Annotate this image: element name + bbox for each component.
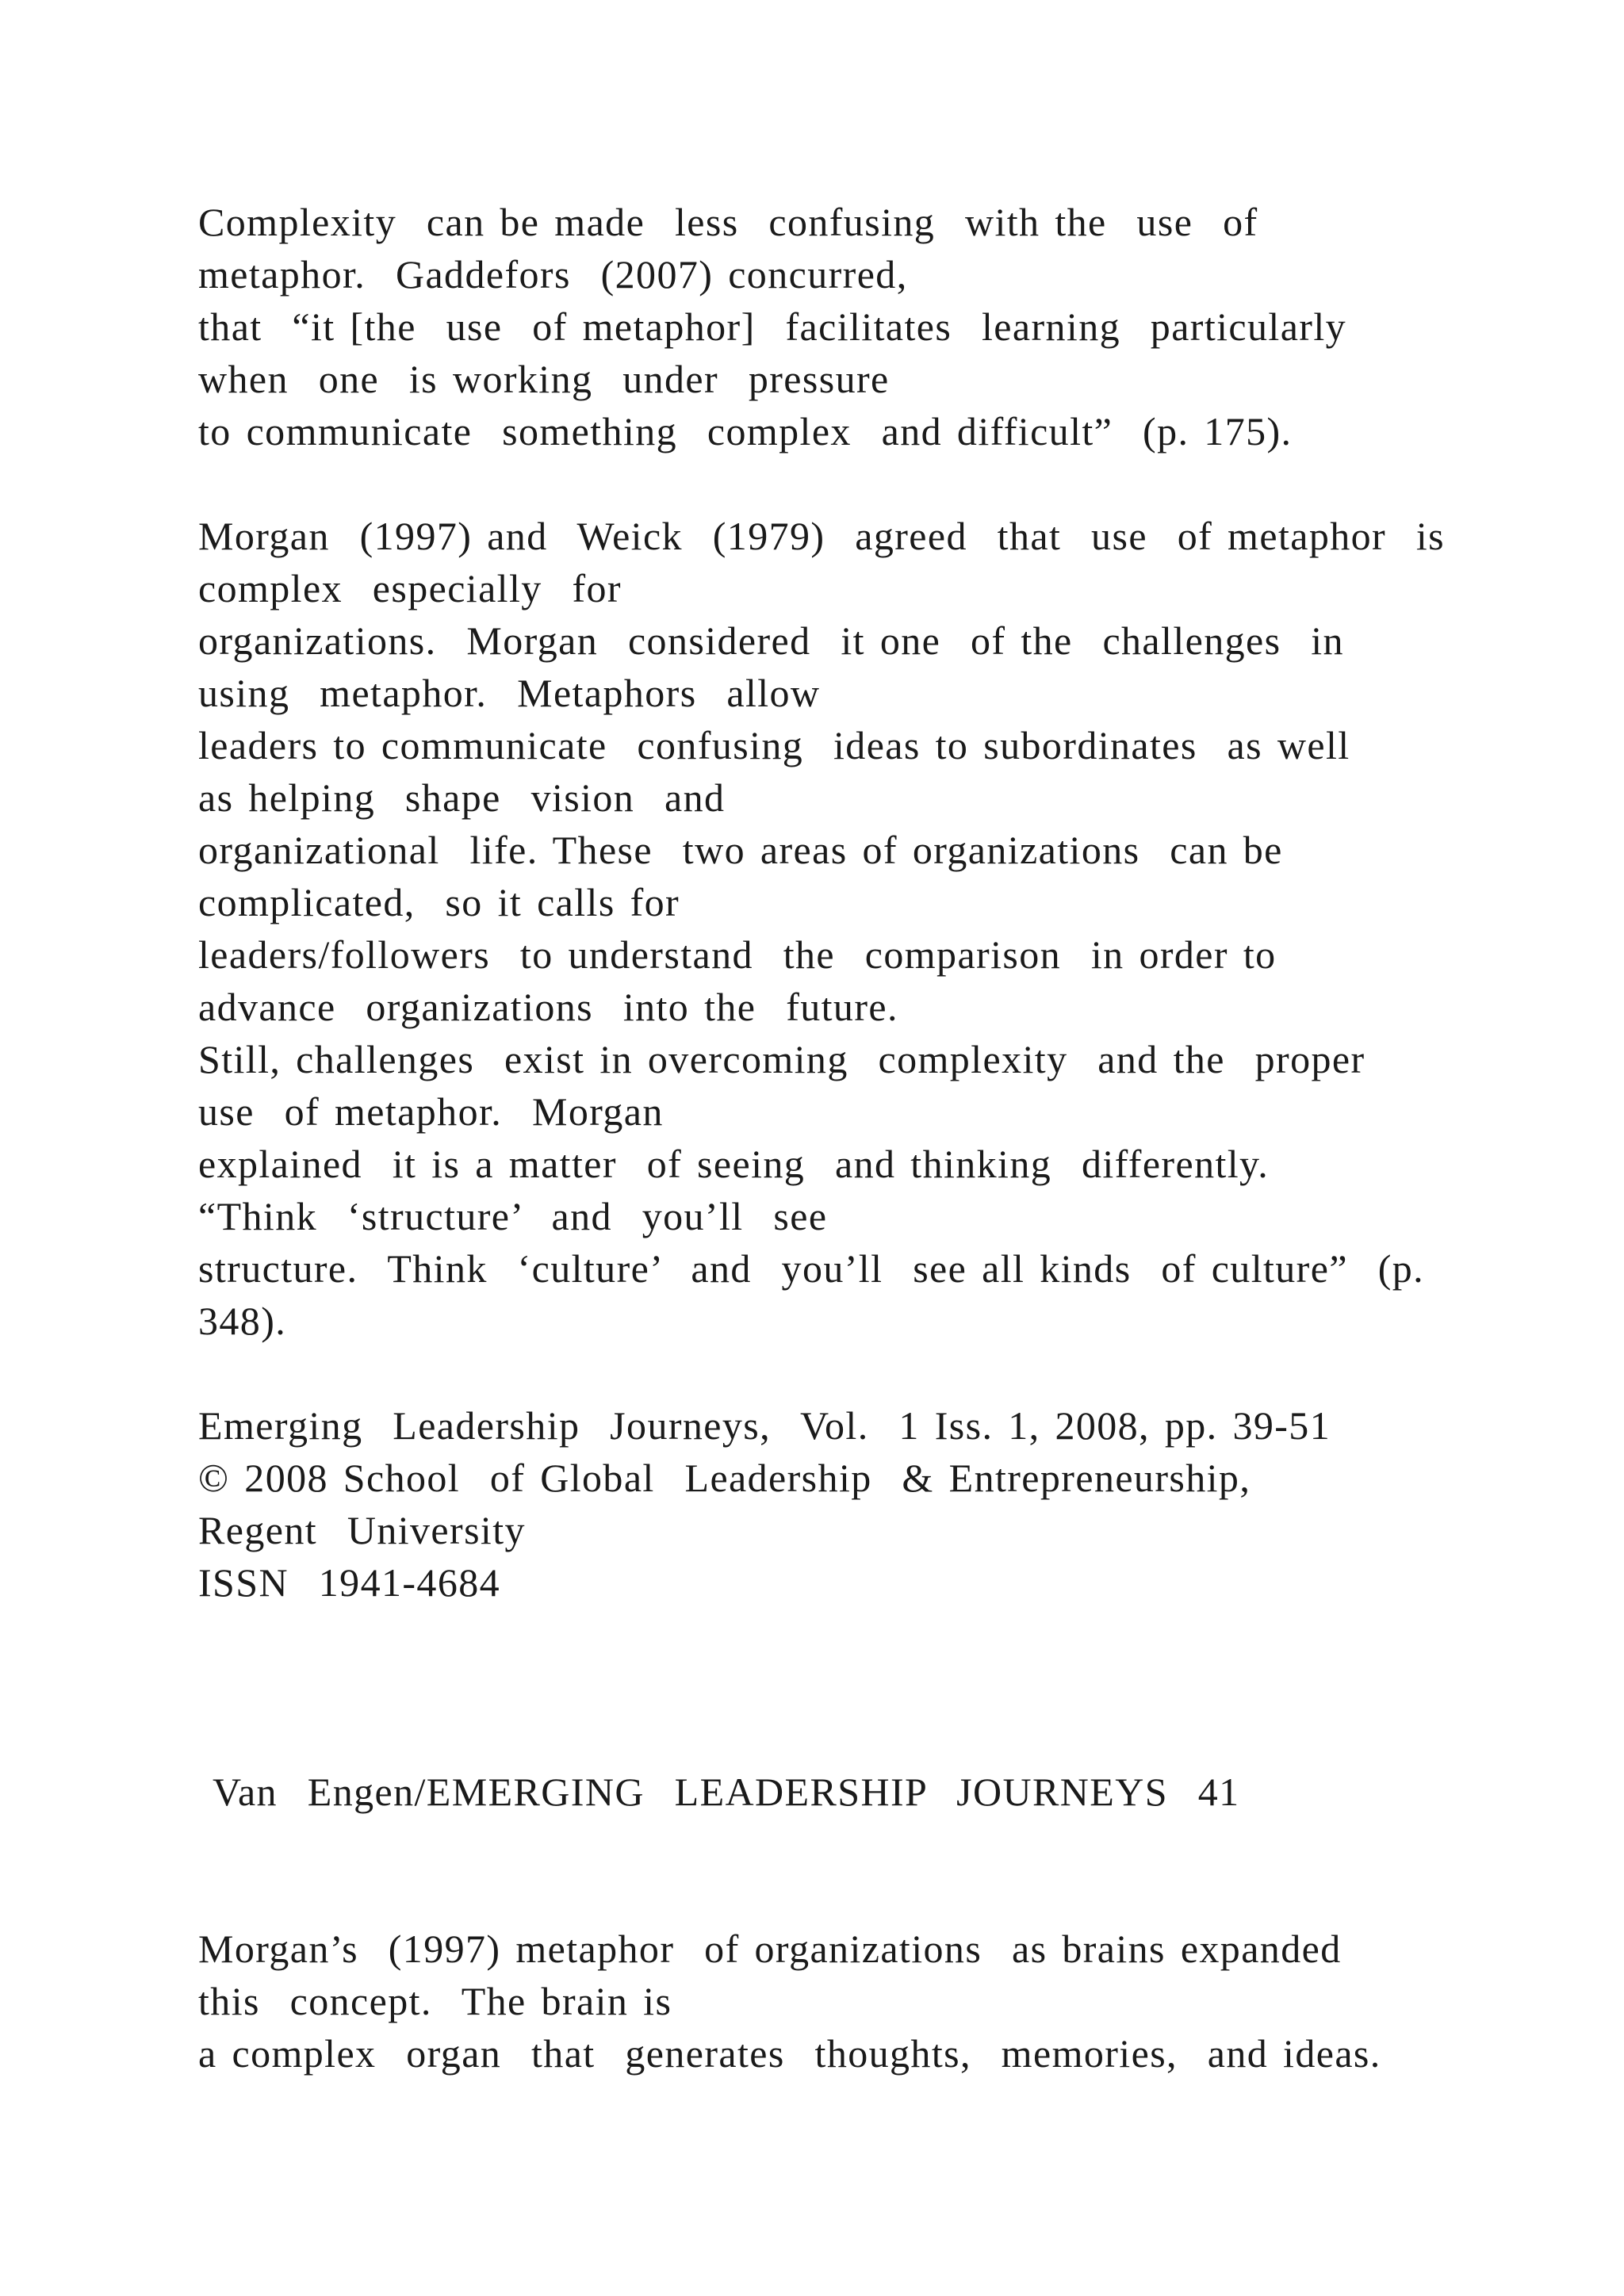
text-line: complicated, so it calls for	[198, 880, 680, 924]
text-line: Complexity can be made less confusing with the use of	[198, 200, 1258, 244]
text-line: Morgan’s (1997) metaphor of organizations as brains expanded	[198, 1927, 1342, 1971]
text-line: “Think ‘structure’ and you’ll see	[198, 1194, 828, 1238]
text-line: Still, challenges exist in overcoming complexity and the proper	[198, 1037, 1365, 1081]
journal-citation: Emerging Leadership Journeys, Vol. 1 Iss. 1, 2008, pp. 39-51	[198, 1403, 1331, 1448]
text-line: structure. Think ‘culture’ and you’ll see all kinds of culture” (p.	[198, 1246, 1425, 1291]
text-line: to communicate something complex and difficult” (p. 175).	[198, 409, 1293, 453]
text-line: when one is working under pressure	[198, 357, 890, 401]
text-line: a complex organ that generates thoughts, memories, and ideas.	[198, 2031, 1381, 2076]
text-line: this concept. The brain is	[198, 1979, 672, 2023]
issn-line: ISSN 1941-4684	[198, 1560, 501, 1605]
text-line: complex especially for	[198, 566, 622, 610]
text-line: leaders to communicate confusing ideas to subordinates as well	[198, 723, 1350, 767]
text-line: leaders/followers to understand the comparison in order to	[198, 932, 1277, 977]
copyright-line: © 2008 School of Global Leadership & Entrepreneurship,	[198, 1456, 1251, 1500]
text-line: that “it [the use of metaphor] facilitates learning particularly	[198, 304, 1347, 349]
text-line: 348).	[198, 1299, 287, 1343]
text-line: metaphor. Gaddefors (2007) concurred,	[198, 252, 908, 297]
text-line: Morgan (1997) and Weick (1979) agreed that use of metaphor is	[198, 514, 1446, 558]
text-line: as helping shape vision and	[198, 775, 726, 820]
text-line: advance organizations into the future.	[198, 985, 898, 1029]
text-line: organizations. Morgan considered it one of the challenges in	[198, 618, 1344, 663]
university-line: Regent University	[198, 1508, 526, 1552]
text-line: use of metaphor. Morgan	[198, 1089, 664, 1134]
running-header: Van Engen/EMERGING LEADERSHIP JOURNEYS 41	[198, 1770, 1240, 1814]
text-line: using metaphor. Metaphors allow	[198, 671, 821, 715]
text-line: organizational life. These two areas of organizations can be	[198, 828, 1283, 872]
text-line: explained it is a matter of seeing and thinking differently.	[198, 1142, 1270, 1186]
